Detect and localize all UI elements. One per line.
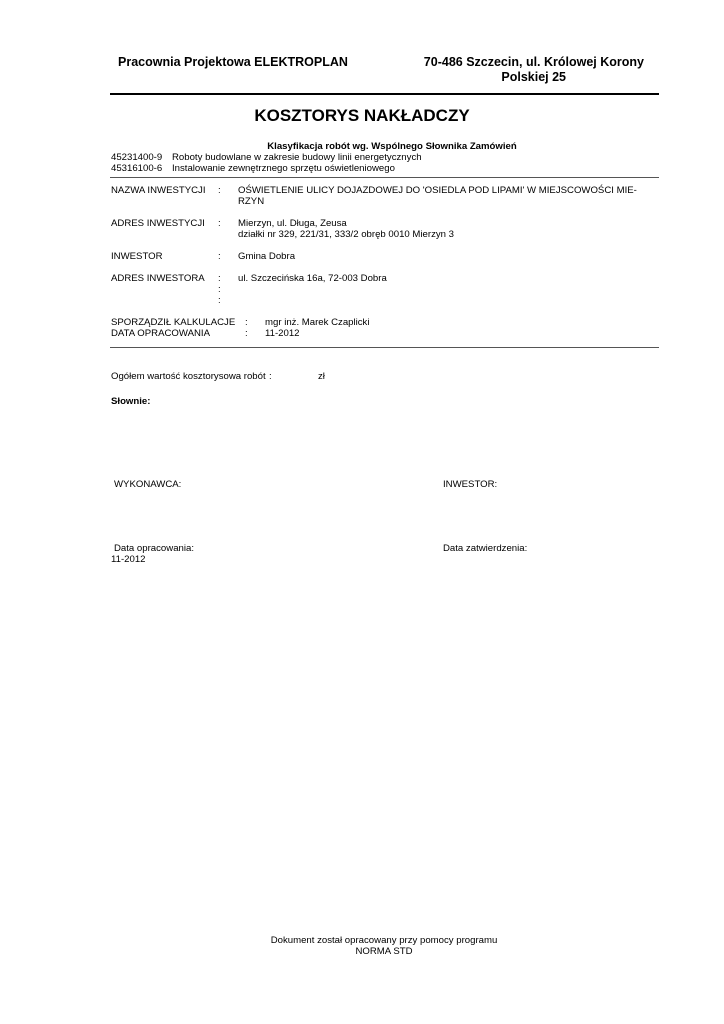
prepared-date-value: 11-2012 bbox=[265, 328, 300, 339]
classification-desc-1: Roboty budowlane w zakresie budowy linii energetycznych bbox=[172, 152, 422, 163]
prepared-by-label: SPORZĄDZIŁ KALKULACJE bbox=[111, 317, 236, 328]
classification-divider bbox=[110, 177, 659, 178]
investor-label: INWESTOR bbox=[111, 251, 163, 262]
investment-name-value-1: OŚWIETLENIE ULICY DOJAZDOWEJ DO 'OSIEDLA POD LIPAMI' W MIEJSCOWOŚCI MIE- bbox=[238, 185, 637, 196]
approval-date-label: Data zatwierdzenia: bbox=[443, 543, 528, 554]
classification-desc-2: Instalowanie zewnętrznego sprzętu oświetleniowego bbox=[172, 163, 395, 174]
investor-signature-label: INWESTOR: bbox=[443, 479, 498, 490]
company-name: Pracownia Projektowa ELEKTROPLAN bbox=[118, 55, 348, 69]
prepared-date-colon: : bbox=[245, 328, 248, 339]
prepared-date-signature-value: 11-2012 bbox=[111, 554, 146, 565]
header-divider bbox=[110, 93, 659, 95]
company-address-line2: Polskiej 25 bbox=[501, 70, 566, 84]
contractor-label: WYKONAWCA: bbox=[114, 479, 182, 490]
investor-colon: : bbox=[218, 251, 221, 262]
investor-address-value: ul. Szczecińska 16a, 72-003 Dobra bbox=[238, 273, 387, 284]
investor-value: Gmina Dobra bbox=[238, 251, 296, 262]
investor-address-colon-2: : bbox=[218, 284, 221, 295]
company-address-line1: 70-486 Szczecin, ul. Królowej Korony bbox=[423, 55, 644, 69]
footer-line-1: Dokument został opracowany przy pomocy programu bbox=[270, 935, 498, 946]
total-value-colon: : bbox=[269, 371, 272, 382]
investment-name-value-2: RZYN bbox=[238, 196, 265, 207]
investment-name-colon: : bbox=[218, 185, 221, 196]
prepared-divider bbox=[110, 347, 659, 348]
investment-name-label: NAZWA INWESTYCJI bbox=[111, 185, 206, 196]
prepared-by-colon: : bbox=[245, 317, 248, 328]
investment-address-value-2: działki nr 329, 221/31, 333/2 obręb 0010 Mierzyn 3 bbox=[238, 229, 454, 240]
investor-address-colon-3: : bbox=[218, 295, 221, 306]
classification-heading: Klasyfikacja robót wg. Wspólnego Słownika Zamówień bbox=[267, 141, 517, 152]
total-value-label: Ogółem wartość kosztorysowa robót bbox=[111, 371, 266, 382]
footer-line-2: NORMA STD bbox=[355, 946, 413, 957]
investment-address-label: ADRES INWESTYCJI bbox=[111, 218, 205, 229]
prepared-by-value: mgr inż. Marek Czaplicki bbox=[265, 317, 370, 328]
investment-address-colon: : bbox=[218, 218, 221, 229]
investor-address-label: ADRES INWESTORA bbox=[111, 273, 205, 284]
investor-address-colon: : bbox=[218, 273, 221, 284]
prepared-date-signature-label: Data opracowania: bbox=[114, 543, 194, 554]
classification-code-2: 45316100-6 bbox=[111, 163, 163, 174]
total-value-currency: zł bbox=[318, 371, 325, 382]
investment-address-value-1: Mierzyn, ul. Długa, Zeusa bbox=[238, 218, 347, 229]
page-title: KOSZTORYS NAKŁADCZY bbox=[254, 106, 470, 125]
classification-code-1: 45231400-9 bbox=[111, 152, 163, 163]
prepared-date-label: DATA OPRACOWANIA bbox=[111, 328, 210, 339]
amount-in-words-label: Słownie: bbox=[111, 396, 151, 407]
